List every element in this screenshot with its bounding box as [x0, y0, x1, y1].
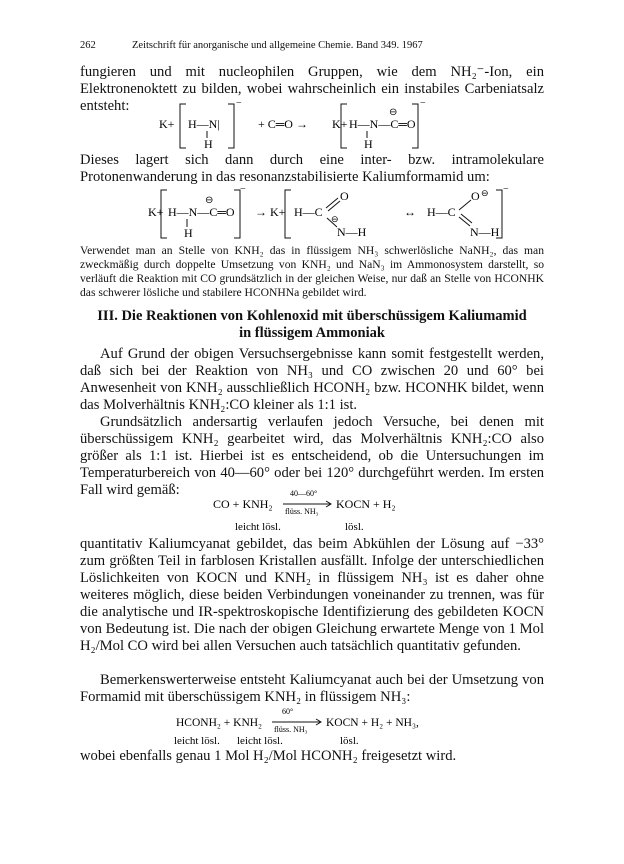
carbeniate-anion: H—N—C═O [349, 117, 416, 131]
section-heading-line-1: III. Die Reaktionen von Kohlenoxid mit überschüssigem Kaliumamid [97, 308, 527, 324]
resonance-arrow: ↔ [404, 205, 416, 219]
carbeniate-h: H [364, 137, 373, 151]
negative-charge: ⊖ [205, 195, 214, 206]
negative-charge: ⊖ [389, 107, 398, 118]
bond-co [326, 198, 338, 208]
section-heading-line-2: in flüssigem Ammoniak [239, 325, 385, 341]
paragraph-7: wobei ebenfalls genau 1 Mol H₂/Mol HCONH₂ freigesetzt wird. [80, 748, 457, 764]
charge-minus: − [240, 186, 246, 195]
charge-minus-2: − [503, 186, 509, 195]
resonance-form-2-o: O [471, 189, 480, 203]
eq1-condition-top: 40—60° [290, 489, 318, 498]
eq1-solubility-right: lösl. [345, 521, 364, 533]
bracket-left [180, 104, 186, 148]
equation-1 [0, 484, 624, 536]
resonance-form-1-o: O [340, 189, 349, 203]
paragraph-2: Dieses lagert sich dann durch eine inter- bzw. intramolekulare Protonenwanderung in das resonanzstabilisierte Kaliumformamid um: [80, 152, 544, 185]
resonance-form-2-nh: N—H [470, 225, 500, 239]
paragraph-4: Grundsätzlich andersartig verlaufen jedoch Versuche, bei denen mit überschüssigem KNH₂ gearbeitet wird, das Molverhältnis KNH₂:CO also größer als 1:1 ist. Hierbei ist es entscheidend, ob die Untersuchungen im Temperaturbereich von 40—60° oder bei 120° durchgeführt werden. Im ersten Fall wird gemäß: [80, 414, 544, 498]
co-addition: + C═O → [258, 117, 308, 131]
negative-charge-3: ⊖ [481, 188, 489, 198]
paragraph-6: Bemerkenswerterweise entsteht Kaliumcyanat auch bei der Umsetzung von Formamid mit überschüssigem KNH₂ in flüssigem NH₃: [80, 672, 544, 705]
eq2-lhs: HCONH₂ + KNH₂ [176, 717, 263, 729]
eq2-solubility-3: lösl. [340, 735, 359, 747]
amide-ion: H—N| [188, 117, 220, 131]
charge-minus: − [236, 98, 242, 109]
resonance-form-1-hc: H—C [294, 205, 323, 219]
potassium-cation: K+ [148, 205, 164, 219]
resonance-form-1-nh: N—H [337, 225, 367, 239]
eq2-condition-top: 60° [282, 707, 294, 716]
bracket-right [228, 104, 234, 148]
charge-minus-2: − [420, 98, 426, 109]
page-number: 262 [80, 40, 96, 51]
bond-co-2 [459, 200, 471, 210]
resonance-form-2-hc: H—C [427, 205, 456, 219]
potassium-cation: K+ [159, 117, 175, 131]
eq1-condition-bottom: flüss. NH₃ [285, 507, 319, 516]
reaction-formula-1 [0, 98, 624, 152]
eq2-rhs: KOCN + H₂ + NH₃, [326, 717, 419, 729]
eq2-condition-bottom: flüss. NH₃ [274, 725, 308, 734]
footnote-paragraph: Verwendet man an Stelle von KNH₂ das in flüssigem NH₃ schwerlösliche NaNH₂, das man zweckmäßig durch doppelte Umsetzung von KNH₂ und NaN₃ im Ammonosystem darstellt, so verläuft die Reaktion mit CO grundsätzlich in der gleichen Weise, nur daß an Stelle von HCONHK das schwerer lösliche und stabilere HCONHNa gebildet wird. [80, 244, 544, 299]
eq2-solubility-2: leicht lösl. [237, 735, 283, 747]
amide-h: H [204, 137, 213, 151]
paragraph-3: Auf Grund der obigen Versuchsergebnisse kann somit festgestellt werden, daß sich bei der Reaktion von NH₃ und CO zwischen 20 und 60° bei Anwesenheit von KNH₂ ausschließlich HCONH₂ bzw. HCONHK bildet, wenn das Molverhältnis KNH₂:CO kleiner als 1:1 ist. [80, 346, 544, 413]
paragraph-5: quantitativ Kaliumcyanat gebildet, das beim Abkühlen der Lösung auf −33° zum größten Teil in farblosen Kristallen ausfällt. Infolge der unterschiedlichen Löslichkeiten von KOCN und KNH₂ in flüssigem NH₃ ist es daher ohne weiteres möglich, diese beiden Verbindungen voneinander zu trennen, was für die analytische und IR-spektroskopische Identifizierung des gebildeten KOCN von Bedeutung ist. Die nach der obigen Gleichung erwartete Menge von 1 Mol H₂/Mol CO wird bei allen Versuchen auch tatsächlich quantitativ gefunden. [80, 536, 544, 654]
arrow-potassium: → K+ [255, 205, 286, 219]
bracket-left-2 [285, 190, 291, 238]
eq1-lhs: CO + KNH₂ [213, 497, 273, 511]
eq1-rhs: KOCN + H₂ [336, 497, 396, 511]
bond-cn-2-double [461, 214, 472, 223]
section-heading [80, 308, 544, 342]
bracket-right [234, 190, 240, 238]
bond-cn-2 [459, 217, 470, 226]
eq2-solubility-1: leicht lösl. [174, 735, 220, 747]
potassium-cation-2: K+ [332, 117, 348, 131]
journal-title: Zeitschrift für anorganische und allgemeine Chemie. Band 349. 1967 [132, 40, 423, 51]
reaction-formula-2 [0, 186, 624, 242]
formamide-anion: H—N—C═O [168, 205, 235, 219]
equation-2 [0, 704, 624, 750]
eq1-solubility-left: leicht lösl. [235, 521, 281, 533]
bond-co-double [328, 201, 340, 211]
negative-charge-2: ⊖ [331, 214, 339, 224]
formamide-h: H [184, 226, 193, 240]
paragraph-1: fungieren und mit nucleophilen Gruppen, wie dem NH₂⁻-Ion, ein Elektronenoktett zu bilden, wobei wahrscheinlich ein instabiles Carbeniatsalz entsteht: [80, 64, 544, 114]
